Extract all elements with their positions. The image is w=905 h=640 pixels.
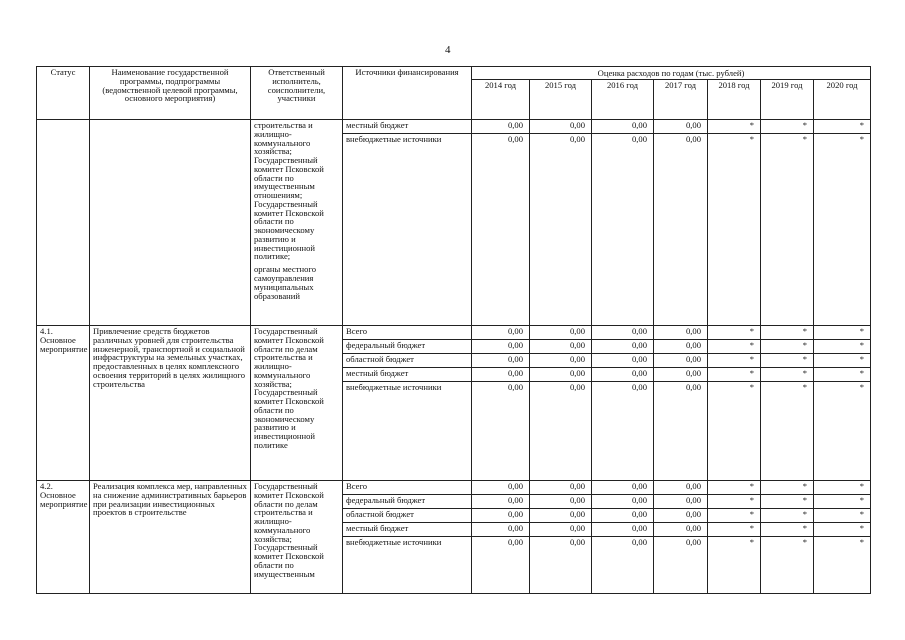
header-year: 2018 год: [708, 80, 761, 120]
value: 0,00: [654, 509, 707, 523]
value-list: [814, 120, 870, 147]
source-label: федеральный бюджет: [343, 495, 471, 509]
source-list: [343, 120, 471, 147]
source-label: внебюджетные источники: [346, 134, 442, 144]
value: *: [802, 382, 807, 392]
value: *: [859, 382, 865, 392]
value: 0,00: [592, 354, 653, 368]
value: 0,00: [472, 340, 529, 354]
value-list: [814, 326, 870, 395]
table-row: [37, 120, 871, 326]
responsible-text: органы местного самоуправления муниципальных образований: [254, 264, 316, 301]
value: *: [814, 523, 870, 537]
responsible-text: Государственный комитет Псковской области по делам строительства и жилищно-коммунального хозяйства; Государственный комитет Псковской области по экономическому развитию и инвестиционной политике: [254, 326, 324, 450]
header-sources: Источники финансирования: [343, 67, 472, 120]
value: 0,00: [685, 134, 701, 144]
source-label: Всего: [343, 481, 471, 495]
source-list: [343, 481, 471, 550]
value: 0,00: [654, 368, 707, 382]
header-year: 2017 год: [654, 80, 708, 120]
value: 0,00: [654, 495, 707, 509]
year-value-cell: [654, 120, 708, 326]
year-value-cell: [761, 481, 814, 594]
value: *: [708, 120, 760, 134]
value: 0,00: [592, 509, 653, 523]
value: 0,00: [592, 368, 653, 382]
value: 0,00: [592, 495, 653, 509]
value: 0,00: [654, 120, 707, 134]
value: *: [708, 481, 760, 495]
page-number: 4: [445, 44, 451, 56]
value-list: [530, 481, 591, 550]
value-list: [472, 326, 529, 395]
year-value-cell: [472, 120, 530, 326]
year-value-cell: [761, 326, 814, 481]
value: *: [859, 537, 865, 547]
value-list: [472, 481, 529, 550]
value-list: [708, 481, 760, 550]
value: *: [761, 368, 813, 382]
row-sources: [343, 120, 472, 326]
row-sources: [343, 326, 472, 481]
value-list: [654, 481, 707, 550]
value: *: [749, 382, 754, 392]
value-list: [530, 120, 591, 147]
value: *: [814, 509, 870, 523]
value: 0,00: [654, 481, 707, 495]
value-list: [814, 481, 870, 550]
value: 0,00: [472, 326, 529, 340]
year-value-cell: [814, 481, 871, 594]
value: 0,00: [507, 134, 523, 144]
value: *: [761, 495, 813, 509]
value: 0,00: [530, 340, 591, 354]
value-list: [530, 326, 591, 395]
row-sources: [343, 481, 472, 594]
value: 0,00: [654, 523, 707, 537]
value: 0,00: [530, 120, 591, 134]
header-year: 2019 год: [761, 80, 814, 120]
table-row: [37, 481, 871, 594]
source-label: внебюджетные источники: [346, 382, 442, 392]
value: *: [814, 120, 870, 134]
value: 0,00: [472, 523, 529, 537]
value: 0,00: [592, 120, 653, 134]
year-value-cell: [472, 326, 530, 481]
year-value-cell: [592, 120, 654, 326]
value: *: [814, 340, 870, 354]
table-row: [37, 326, 871, 481]
value: *: [749, 537, 754, 547]
value-list: [761, 481, 813, 550]
value: 0,00: [472, 354, 529, 368]
value-list: [592, 481, 653, 550]
value: *: [814, 495, 870, 509]
value: 0,00: [569, 382, 585, 392]
value: 0,00: [530, 523, 591, 537]
row-status: 4.1. Основное мероприятие: [37, 326, 90, 481]
responsible-text: Государственный комитет Псковской области по делам строительства и жилищно-коммунального хозяйства; Государственный комитет Псковской области по имущественным: [254, 481, 324, 579]
value: 0,00: [530, 354, 591, 368]
value: 0,00: [654, 326, 707, 340]
value: *: [859, 134, 865, 144]
value: 0,00: [530, 495, 591, 509]
value: *: [708, 368, 760, 382]
source-label: местный бюджет: [343, 120, 471, 134]
value: *: [761, 120, 813, 134]
value: *: [802, 537, 807, 547]
value: *: [802, 134, 807, 144]
value: 0,00: [592, 523, 653, 537]
value: 0,00: [631, 134, 647, 144]
value: *: [814, 481, 870, 495]
value: *: [708, 354, 760, 368]
header-name: Наименование государственной программы, подпрограммы (ведомственной целевой программы, основного мероприятия): [90, 67, 251, 120]
row-responsible: [251, 326, 343, 481]
year-value-cell: [592, 481, 654, 594]
responsible-text: строительства и жилищно-коммунального хозяйства; Государственный комитет Псковской области по имущественным отношениям; Государственный комитет Псковской области по экономическому развитию и инвестиционной политике;: [254, 120, 324, 262]
year-value-cell: [708, 326, 761, 481]
year-value-cell: [530, 326, 592, 481]
year-value-cell: [814, 326, 871, 481]
value-list: [472, 120, 529, 147]
header-responsible: Ответственный исполнитель, соисполнители, участники: [251, 67, 343, 120]
value: 0,00: [507, 537, 523, 547]
value: 0,00: [569, 134, 585, 144]
source-label: федеральный бюджет: [343, 340, 471, 354]
year-value-cell: [592, 326, 654, 481]
header-year: 2020 год: [814, 80, 871, 120]
value: *: [708, 340, 760, 354]
value: *: [761, 326, 813, 340]
source-label: областной бюджет: [343, 509, 471, 523]
row-responsible: [251, 120, 343, 326]
value-list: [654, 120, 707, 147]
value: *: [708, 326, 760, 340]
budget-table: [36, 66, 871, 594]
value-list: [654, 326, 707, 395]
header-estimate: Оценка расходов по годам (тыс. рублей): [472, 67, 871, 80]
source-label: местный бюджет: [343, 368, 471, 382]
year-value-cell: [530, 481, 592, 594]
value-list: [761, 326, 813, 395]
value: 0,00: [472, 509, 529, 523]
row-name: Реализация комплекса мер, направленных на снижение административных барьеров при реализации инвестиционных проектов в строительстве: [90, 481, 251, 594]
value-list: [592, 120, 653, 147]
value: *: [761, 509, 813, 523]
value-list: [592, 326, 653, 395]
value: *: [761, 354, 813, 368]
value: *: [749, 134, 754, 144]
source-list: [343, 326, 471, 395]
value: 0,00: [685, 537, 701, 547]
value: 0,00: [530, 481, 591, 495]
value: *: [708, 523, 760, 537]
value: 0,00: [631, 382, 647, 392]
year-value-cell: [708, 120, 761, 326]
value: 0,00: [592, 481, 653, 495]
source-label: внебюджетные источники: [346, 537, 442, 547]
year-value-cell: [814, 120, 871, 326]
row-name: [90, 120, 251, 326]
value: 0,00: [472, 120, 529, 134]
value: *: [708, 495, 760, 509]
year-value-cell: [761, 120, 814, 326]
value-list: [708, 326, 760, 395]
value: 0,00: [472, 481, 529, 495]
value: *: [761, 340, 813, 354]
value: 0,00: [631, 537, 647, 547]
value-list: [761, 120, 813, 147]
value: *: [761, 523, 813, 537]
header-year: 2016 год: [592, 80, 654, 120]
value: *: [814, 326, 870, 340]
year-value-cell: [654, 326, 708, 481]
source-label: Всего: [343, 326, 471, 340]
value: 0,00: [592, 340, 653, 354]
value: *: [708, 509, 760, 523]
value: 0,00: [530, 368, 591, 382]
year-value-cell: [654, 481, 708, 594]
row-responsible: [251, 481, 343, 594]
value: 0,00: [654, 340, 707, 354]
row-status: [37, 120, 90, 326]
row-name: Привлечение средств бюджетов различных уровней для строительства инженерной, транспортной и социальной инфраструктуры на земельных участках, предоставленных в целях комплексного освоения территорий в целях жилищного строительства: [90, 326, 251, 481]
value: *: [761, 481, 813, 495]
value: *: [814, 354, 870, 368]
header-year: 2014 год: [472, 80, 530, 120]
source-label: местный бюджет: [343, 523, 471, 537]
value-list: [708, 120, 760, 147]
value: *: [814, 368, 870, 382]
header-year: 2015 год: [530, 80, 592, 120]
value: 0,00: [472, 495, 529, 509]
year-value-cell: [472, 481, 530, 594]
value: 0,00: [472, 368, 529, 382]
value: 0,00: [685, 382, 701, 392]
header-status: Статус: [37, 67, 90, 120]
year-value-cell: [708, 481, 761, 594]
value: 0,00: [507, 382, 523, 392]
year-value-cell: [530, 120, 592, 326]
source-label: областной бюджет: [343, 354, 471, 368]
value: 0,00: [530, 326, 591, 340]
value: 0,00: [592, 326, 653, 340]
value: 0,00: [569, 537, 585, 547]
value: 0,00: [654, 354, 707, 368]
row-status: 4.2. Основное мероприятие: [37, 481, 90, 594]
value: 0,00: [530, 509, 591, 523]
